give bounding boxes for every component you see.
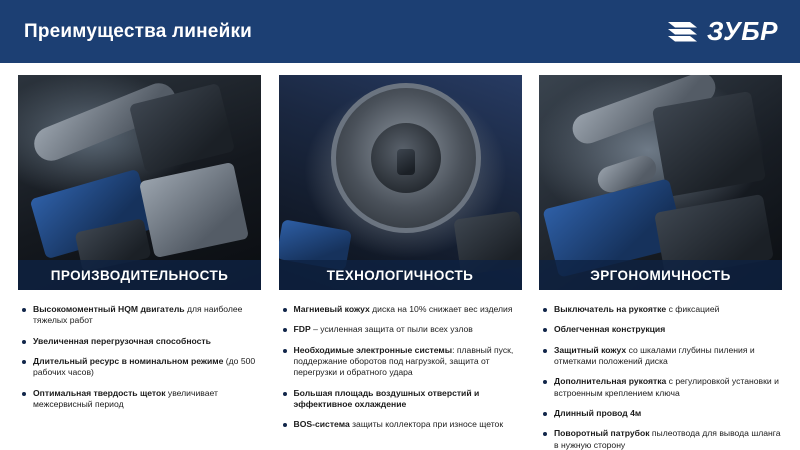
bullet-rest: диска на 10% снижает вес изделия: [369, 304, 513, 314]
page-title: Преимущества линейки: [24, 20, 253, 42]
column-technology: [279, 75, 522, 450]
bullet-bold: Увеличенная перегрузочная способность: [33, 335, 211, 346]
column-performance: [18, 75, 261, 450]
bullet-rest: : плавный пуск, поддержание оборотов под нагрузкой, защита от перегрузки и обратного удара: [293, 344, 514, 378]
bullet-rest: – усиленная защита от пыли всех узлов: [310, 324, 473, 335]
bullet-rest: со шкалами глубины пиления и отметками положений диска: [554, 344, 755, 367]
bullet-bold: Длинный провод 4м: [554, 408, 642, 419]
bullet-bold: Необходимые электронные системы: [293, 344, 453, 355]
list-item: [543, 324, 782, 335]
bullet-bold: Облегченная конструкция: [554, 324, 666, 335]
list-item: [22, 356, 261, 379]
list-item: [22, 304, 261, 327]
brand-logo: [666, 16, 778, 47]
slide-header: [0, 0, 800, 63]
photo-technology: [279, 75, 522, 290]
bullet-rest: пылеотвода для вывода шланга в нужную сторону: [554, 428, 781, 450]
list-item: [283, 304, 522, 315]
list-item: [543, 345, 782, 368]
bullet-rest: с фиксацией: [666, 304, 720, 314]
bullet-rest: защиты коллектора при износе щеток: [349, 419, 504, 430]
bullet-rest: для наиболее тяжелых работ: [33, 304, 243, 326]
bullets-technology: [279, 304, 522, 431]
bullet-bold: Поворотный патрубок: [554, 428, 650, 439]
caption-technology: ТЕХНОЛОГИЧНОСТЬ: [279, 260, 522, 290]
brand-name: ЗУБР: [706, 16, 778, 46]
caption-performance: ПРОИЗВОДИТЕЛЬНОСТЬ: [18, 260, 261, 290]
bullet-bold: Большая площадь воздушных отверстий и эффективное охлаждение: [293, 387, 480, 410]
bullet-bold: Дополнительная рукоятка: [554, 376, 667, 387]
photo-ergonomics: [539, 75, 782, 290]
columns-container: [18, 75, 782, 450]
list-item: [283, 324, 522, 335]
bullet-bold: Магниевый кожух: [293, 304, 370, 314]
bullets-performance: [18, 304, 261, 410]
list-item: [22, 388, 261, 411]
list-item: [283, 388, 522, 411]
zubr-arrow-logo-icon: [666, 19, 700, 45]
bullet-rest: (до 500 рабочих часов): [33, 356, 256, 378]
bullet-bold: Длительный ресурс в номинальном режиме: [33, 356, 224, 367]
list-item: [283, 345, 522, 379]
photo-performance: [18, 75, 261, 290]
list-item: [283, 419, 522, 430]
caption-ergonomics: ЭРГОНОМИЧНОСТЬ: [539, 260, 782, 290]
bullet-bold: BOS-система: [293, 419, 350, 430]
bullet-rest: увеличивает межсервисный период: [33, 387, 218, 410]
column-ergonomics: [539, 75, 782, 450]
list-item: [22, 336, 261, 347]
bullet-bold: FDP: [293, 324, 311, 335]
list-item: [543, 304, 782, 315]
list-item: [543, 428, 782, 450]
list-item: [543, 376, 782, 399]
bullet-bold: Выключатель на рукоятке: [554, 304, 667, 314]
bullet-bold: Высокомоментный HQM двигатель: [33, 304, 185, 314]
bullet-bold: Защитный кожух: [554, 344, 627, 355]
bullet-rest: с регулировкой установки и встроенным креплением ключа: [554, 376, 779, 398]
bullets-ergonomics: [539, 304, 782, 450]
list-item: [543, 408, 782, 419]
bullet-bold: Оптимальная твердость щеток: [33, 387, 166, 398]
